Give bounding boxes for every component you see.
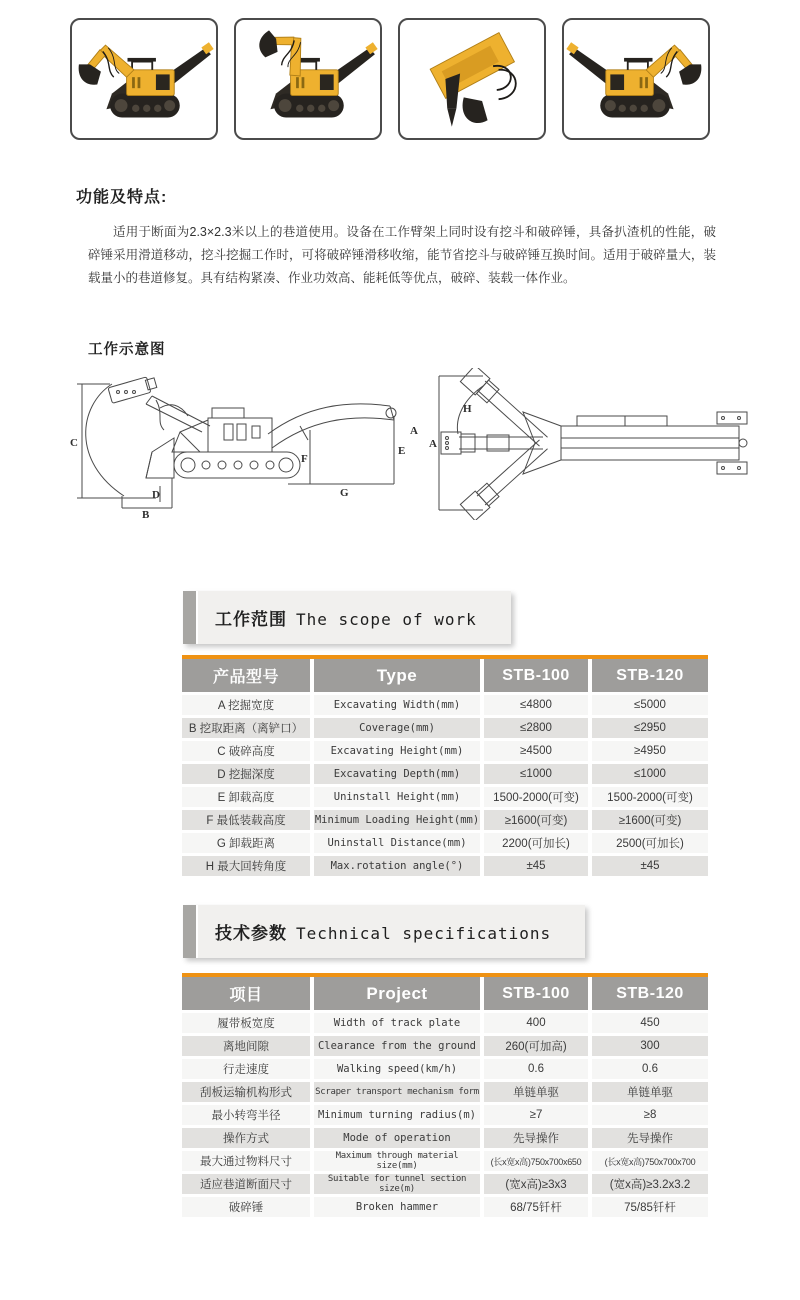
table-cell: ≤1000 [592, 764, 708, 784]
table-cell: Excavating Height(mm) [314, 741, 480, 761]
table-cell: Excavating Depth(mm) [314, 764, 480, 784]
product-photo-2 [234, 18, 382, 140]
features-paragraph: 适用于断面为2.3×2.3米以上的巷道使用。设备在工作臂架上同时设有挖斗和破碎锤，具备扒渣机的性能，破碎锤采用滑道移动，挖斗挖掘工作时，可将破碎锤滑移收缩，能节省挖斗与破碎锤互换时间。适用于破碎量大，装载量小的巷道修复。具有结构紧凑、作业功效高、能耗低等优点，破碎、装载一体作业。 [88, 225, 716, 285]
table-cell: Coverage(mm) [314, 718, 480, 738]
section-title-en: The scope of work [296, 610, 477, 629]
table-cell: 先导操作 [484, 1128, 588, 1148]
table-cell: 刮板运输机构形式 [182, 1082, 310, 1102]
table-cell: ≥1600(可变) [592, 810, 708, 830]
table-cell: 0.6 [592, 1059, 708, 1079]
section-title-zh: 技术参数 [215, 924, 287, 943]
table-cell: 1500-2000(可变) [592, 787, 708, 807]
specs-table [182, 973, 708, 1217]
table-cell: ≥4500 [484, 741, 588, 761]
excavator-arm-raised-icon [237, 24, 379, 134]
table-cell: (宽x高)≥3.2x3.2 [592, 1174, 708, 1194]
dim-label-B: B [142, 509, 150, 520]
column-header: Type [314, 659, 480, 692]
table-cell: ≤1000 [484, 764, 588, 784]
table-cell: Walking speed(km/h) [314, 1059, 480, 1079]
product-photo-3 [398, 18, 546, 140]
table-cell: 75/85钎杆 [592, 1197, 708, 1217]
section-title [198, 591, 511, 644]
table-cell: ≥8 [592, 1105, 708, 1125]
table-header-row [182, 977, 708, 1010]
table-cell: 离地间隙 [182, 1036, 310, 1056]
table-row [182, 695, 708, 715]
dim-label-A2: A [410, 425, 418, 437]
column-header: STB-100 [484, 977, 588, 1010]
table-row [182, 833, 708, 853]
table-row [182, 787, 708, 807]
table-cell: Minimum Loading Height(mm) [314, 810, 480, 830]
table-cell: ≥1600(可变) [484, 810, 588, 830]
table-cell: 1500-2000(可变) [484, 787, 588, 807]
scope-table-body [182, 659, 708, 876]
table-cell: F 最低装载高度 [182, 810, 310, 830]
section-accent-bar [183, 591, 196, 644]
table-row [182, 764, 708, 784]
table-cell: Uninstall Height(mm) [314, 787, 480, 807]
table-row [182, 1059, 708, 1079]
column-header: Project [314, 977, 480, 1010]
table-cell: A 挖掘宽度 [182, 695, 310, 715]
column-header: STB-120 [592, 977, 708, 1010]
excavator-mirrored-icon [565, 24, 707, 134]
table-cell: Uninstall Distance(mm) [314, 833, 480, 853]
column-header: STB-100 [484, 659, 588, 692]
column-header: 项目 [182, 977, 310, 1010]
table-cell: 单链单驱 [484, 1082, 588, 1102]
table-cell: Minimum turning radius(m) [314, 1105, 480, 1125]
section-title-zh: 工作范围 [215, 610, 287, 629]
dim-label-E: E [398, 445, 406, 457]
product-photo-4 [562, 18, 710, 140]
scope-table [182, 655, 708, 876]
dim-label-F: F [301, 453, 308, 465]
scope-of-work-header [183, 591, 511, 644]
table-cell: 最小转弯半径 [182, 1105, 310, 1125]
section-title-en: Technical specifications [296, 924, 552, 943]
table-row [182, 741, 708, 761]
table-cell: ±45 [592, 856, 708, 876]
table-cell: Suitable for tunnel section size(m) [314, 1174, 480, 1194]
table-row [182, 1151, 708, 1171]
table-cell: 300 [592, 1036, 708, 1056]
column-header: 产品型号 [182, 659, 310, 692]
table-cell: 2200(可加长) [484, 833, 588, 853]
table-header-row [182, 659, 708, 692]
table-cell: 单链单驱 [592, 1082, 708, 1102]
table-cell: ≥7 [484, 1105, 588, 1125]
table-cell: ≤5000 [592, 695, 708, 715]
table-cell: Width of track plate [314, 1013, 480, 1033]
table-cell: Broken hammer [314, 1197, 480, 1217]
diagram-heading: 工作示意图 [88, 342, 166, 358]
dim-label-G: G [340, 487, 349, 499]
table-row [182, 810, 708, 830]
table-row [182, 1036, 708, 1056]
table-cell: 450 [592, 1013, 708, 1033]
table-cell: 0.6 [484, 1059, 588, 1079]
table-cell: Maximum through material size(mm) [314, 1151, 480, 1171]
table-cell: 2500(可加长) [592, 833, 708, 853]
specs-table-body [182, 977, 708, 1217]
section-title [198, 905, 585, 958]
working-diagrams [60, 368, 755, 523]
table-cell: Mode of operation [314, 1128, 480, 1148]
table-cell: Scraper transport mechanism form [314, 1082, 480, 1102]
table-row [182, 1174, 708, 1194]
table-cell: (宽x高)≥3x3 [484, 1174, 588, 1194]
table-row [182, 1197, 708, 1217]
product-photos-row [70, 18, 710, 140]
table-cell: 68/75钎杆 [484, 1197, 588, 1217]
table-row [182, 1013, 708, 1033]
breaker-attachment-icon [401, 24, 543, 134]
table-cell: Clearance from the ground [314, 1036, 480, 1056]
table-row [182, 1128, 708, 1148]
dim-label-A: A [429, 438, 437, 450]
features-heading: 功能及特点: [76, 189, 168, 206]
table-row [182, 1082, 708, 1102]
top-view-diagram [425, 368, 755, 520]
table-cell: ≥4950 [592, 741, 708, 761]
table-cell: 适应巷道断面尺寸 [182, 1174, 310, 1194]
table-cell: ±45 [484, 856, 588, 876]
table-cell: 最大通过物料尺寸 [182, 1151, 310, 1171]
table-cell: D 挖掘深度 [182, 764, 310, 784]
table-cell: 400 [484, 1013, 588, 1033]
table-cell: Max.rotation angle(°) [314, 856, 480, 876]
table-cell: G 卸载距离 [182, 833, 310, 853]
dim-label-H: H [463, 403, 472, 415]
product-photo-1 [70, 18, 218, 140]
table-cell: (长x宽x高)750x700x700 [592, 1151, 708, 1171]
table-cell: B 挖取距离（离铲口） [182, 718, 310, 738]
section-accent-bar [183, 905, 196, 958]
table-cell: C 破碎高度 [182, 741, 310, 761]
table-cell: Excavating Width(mm) [314, 695, 480, 715]
table-cell: ≤4800 [484, 695, 588, 715]
table-cell: 破碎锤 [182, 1197, 310, 1217]
dim-label-C: C [70, 437, 78, 449]
column-header: STB-120 [592, 659, 708, 692]
table-row [182, 718, 708, 738]
tech-specs-header [183, 905, 585, 958]
dim-label-D: D [152, 489, 160, 501]
table-cell: 履带板宽度 [182, 1013, 310, 1033]
table-cell: E 卸载高度 [182, 787, 310, 807]
table-cell: 行走速度 [182, 1059, 310, 1079]
table-cell: ≤2800 [484, 718, 588, 738]
table-cell: 操作方式 [182, 1128, 310, 1148]
excavator-side-view-icon [73, 24, 215, 134]
table-cell: 260(可加高) [484, 1036, 588, 1056]
table-cell: 先导操作 [592, 1128, 708, 1148]
table-cell: (长x宽x高)750x700x650 [484, 1151, 588, 1171]
table-cell: H 最大回转角度 [182, 856, 310, 876]
side-view-diagram [60, 368, 420, 520]
table-cell: ≤2950 [592, 718, 708, 738]
table-row [182, 1105, 708, 1125]
table-row [182, 856, 708, 876]
